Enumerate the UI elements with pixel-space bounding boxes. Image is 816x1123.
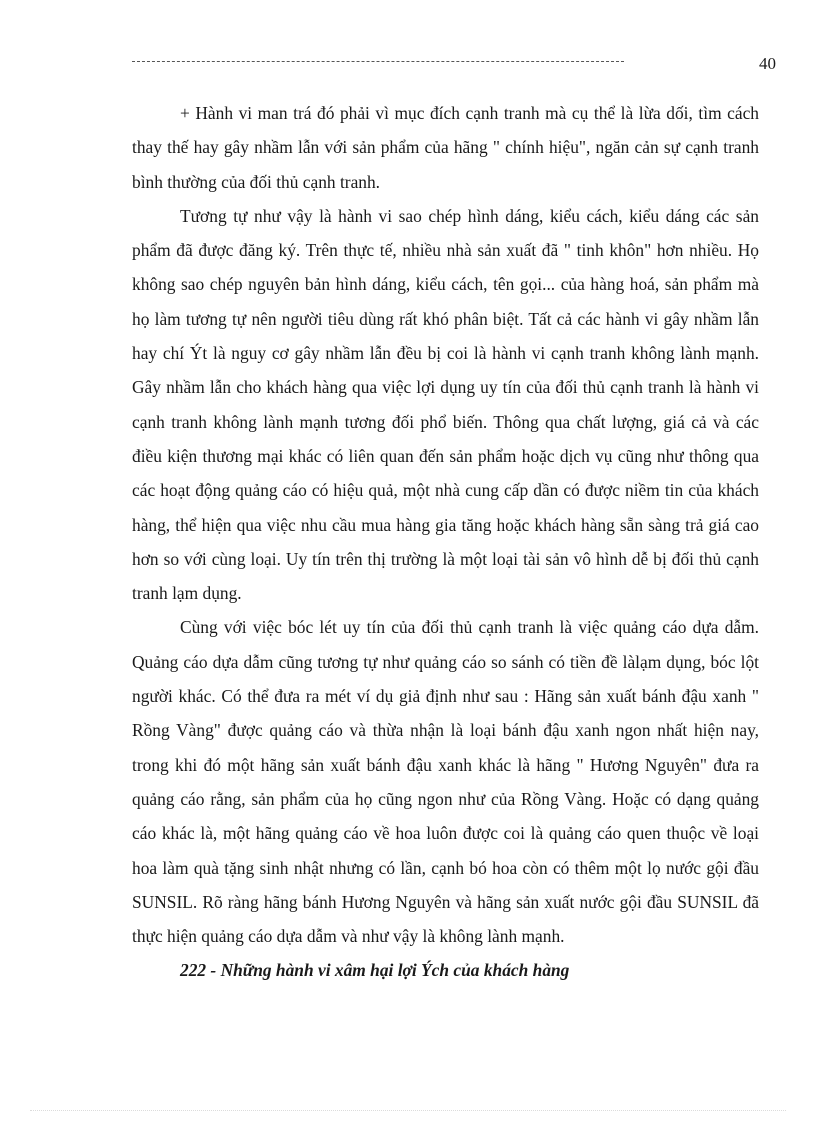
header-divider bbox=[132, 61, 624, 62]
paragraph-condition: + Hành vi man trá đó phải vì mục đích cạnh tranh mà cụ thể là lừa dối, tìm cách thay thế hay gây nhầm lẫn với sản phẩm của hãng " chính hiệu", ngăn cản sự cạnh tranh bình thường của đối thủ cạnh tranh. bbox=[132, 103, 759, 192]
page-number: 40 bbox=[759, 54, 776, 73]
footer-divider bbox=[30, 1110, 786, 1111]
paragraph-advertising: Cùng với việc bóc lét uy tín của đối thủ cạnh tranh là việc quảng cáo dựa dẫm. Quảng cáo dựa dẫm cũng tương tự như quảng cáo so sánh có tiền đề làlạm dụng, bóc lột người khác. Có thể đưa ra mét ví dụ giả định như sau : Hãng sản xuất bánh đậu xanh " Rồng Vàng" được quảng cáo và thừa nhận là loại bánh đậu xanh ngon nhất hiện nay, trong khi đó một hãng sản xuất bánh đậu xanh khác là hãng " Hương Nguyên" đưa ra quảng cáo rằng, sản phẩm của họ cũng ngon như của Rồng Vàng. Hoặc có dạng quảng cáo khác là, một hãng quảng cáo về hoa luôn được coi là quảng cáo quen thuộc về loại hoa làm quà tặng sinh nhật nhưng có lần, cạnh bó hoa còn có thêm một lọ nước gội đầu SUNSIL. Rõ ràng hãng bánh Hương Nguyên và hãng sản xuất nước gội đầu SUNSIL đã thực hiện quảng cáo dựa dẫm và như vậy là không lành mạnh. bbox=[132, 617, 759, 947]
paragraph-imitation: Tương tự như vậy là hành vi sao chép hình dáng, kiểu cách, kiểu dáng các sản phẩm đã được đăng ký. Trên thực tế, nhiều nhà sản xuất đã " tinh khôn" hơn nhiều. Họ không sao chép nguyên bản hình dáng, kiểu cách, tên gọi... của hàng hoá, sản phẩm mà họ làm tương tự nên người tiêu dùng rất khó phân biệt. Tất cả các hành vi gây nhầm lẫn hay chí Ýt là nguy cơ gây nhầm lẫn đều bị coi là hành vi cạnh tranh không lành mạnh. Gây nhầm lẫn cho khách hàng qua việc lợi dụng uy tín của đối thủ cạnh tranh là hành vi cạnh tranh không lành mạnh tương đối phổ biến. Thông qua chất lượng, giá cả và các điều kiện thương mại khác có liên quan đến sản phẩm hoặc dịch vụ cũng như thông qua các hoạt động quảng cáo có hiệu quả, một nhà cung cấp dần có được niềm tin của khách hàng, thể hiện qua việc nhu cầu mua hàng gia tăng hoặc khách hàng sẵn sàng trả giá cao hơn so với cùng loại. Uy tín trên thị trường là một loại tài sản vô hình dễ bị đối thủ cạnh tranh lạm dụng. bbox=[132, 205, 759, 604]
section-heading: 222 - Những hành vi xâm hại lợi Ých của khách hàng bbox=[180, 960, 570, 981]
body-text bbox=[132, 96, 759, 988]
